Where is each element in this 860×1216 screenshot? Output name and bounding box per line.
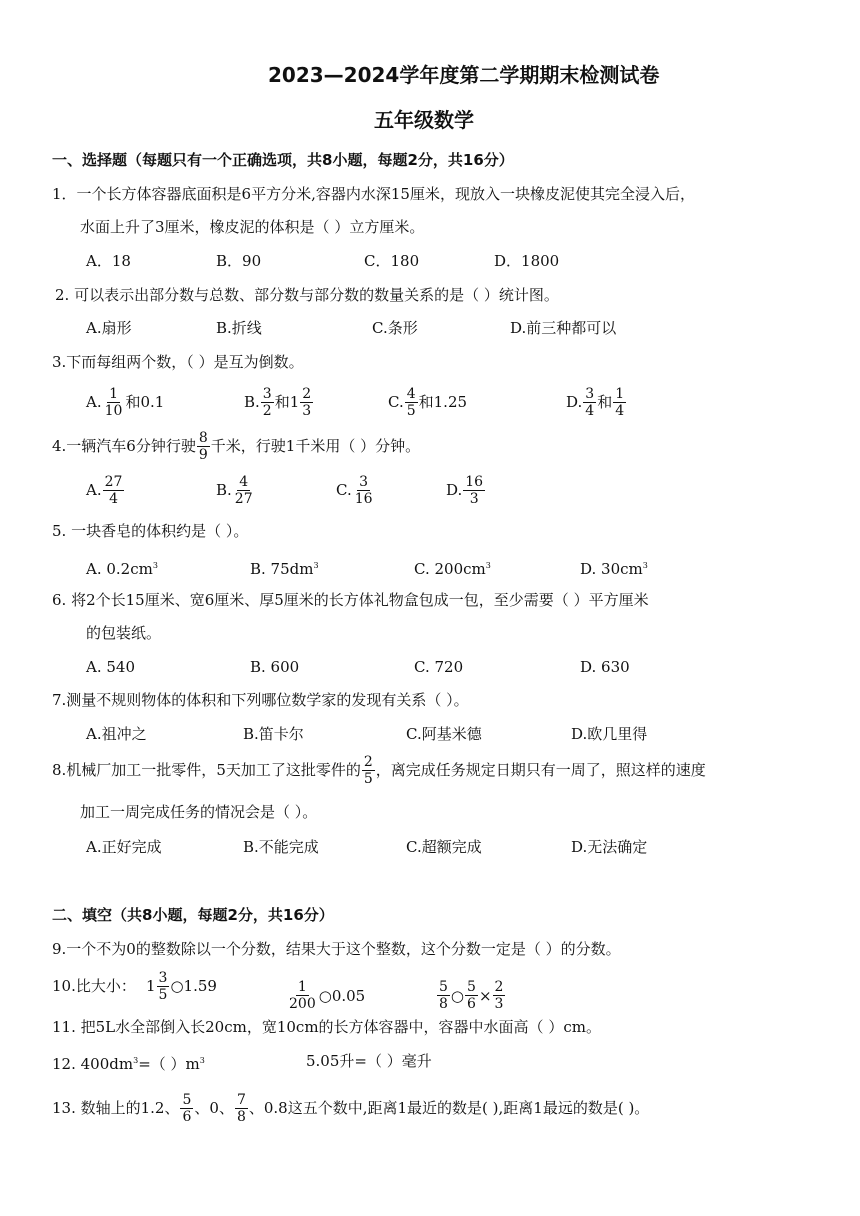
question-2: 2. 可以表示出部分数与总数、部分数与部分数的数量关系的是（ ）统计图。 bbox=[55, 286, 559, 304]
option-text: 和1 bbox=[274, 393, 300, 411]
fraction: $\frac{1}{200}$ bbox=[289, 979, 316, 1012]
option-label: A. bbox=[86, 481, 102, 499]
question-8-line-1 bbox=[52, 752, 706, 788]
question-4 bbox=[52, 428, 420, 464]
q10-compare-3 bbox=[436, 968, 506, 1014]
q3-option-b bbox=[244, 384, 314, 420]
q4-option-d bbox=[446, 472, 486, 508]
q6-option-c: C. 720 bbox=[414, 658, 464, 676]
option-label: B. bbox=[244, 393, 260, 411]
q2-option-b: B.折线 bbox=[216, 319, 262, 337]
fraction: $\frac{4}{27}$ bbox=[234, 473, 253, 507]
q8-option-c: C.超额完成 bbox=[406, 838, 482, 856]
option-label: B. bbox=[216, 481, 232, 499]
q7-option-b: B.笛卡尔 bbox=[243, 725, 304, 743]
question-5: 5. 一块香皂的体积约是（ ）。 bbox=[52, 522, 249, 540]
times-sign: × bbox=[478, 986, 492, 1005]
question-1-line-2: 水面上升了3厘米，橡皮泥的体积是（ ）立方厘米。 bbox=[80, 218, 425, 236]
q8-option-b: B.不能完成 bbox=[243, 838, 319, 856]
q8-option-a: A.正好完成 bbox=[86, 838, 162, 856]
question-1-line-1: 1．一个长方体容器底面积是6平方分米,容器内水深15厘米，现放入一块橡皮泥使其完全浸入后， bbox=[52, 185, 695, 203]
question-text: 10.比大小： bbox=[52, 977, 136, 995]
question-3: 3.下而每组两个数，（ ）是互为倒数。 bbox=[52, 353, 304, 371]
fraction: $\frac{1}{10}$ bbox=[104, 385, 123, 419]
fraction: $\frac{5}{6}$ bbox=[467, 979, 476, 1012]
fraction: $\frac{16}{3}$ bbox=[465, 473, 484, 507]
question-text: 、0、 bbox=[194, 1099, 234, 1117]
option-text: 和 bbox=[597, 393, 613, 411]
fraction: $\frac{2}{3}$ bbox=[302, 385, 312, 419]
fraction: $\frac{3}{4}$ bbox=[585, 385, 595, 419]
section-heading-fill: 二、填空（共8小题，每题2分，共16分） bbox=[52, 906, 334, 924]
question-8-line-2: 加工一周完成任务的情况会是（ ）。 bbox=[80, 803, 318, 821]
question-12-part-1: 12. $400dm^3=$（ ）$m^3$ bbox=[52, 1055, 205, 1073]
question-text: 13. 数轴上的1.2、 bbox=[52, 1099, 180, 1117]
option-label: C. bbox=[388, 393, 404, 411]
q7-option-c: C.阿基米德 bbox=[406, 725, 482, 743]
q10-compare-1 bbox=[146, 968, 217, 1004]
q2-option-c: C.条形 bbox=[372, 319, 418, 337]
option-label: D. bbox=[446, 481, 463, 499]
fraction: $\frac{8}{9}$ bbox=[198, 429, 208, 463]
q1-option-d: D．1800 bbox=[494, 252, 560, 270]
q6-option-a: A. 540 bbox=[86, 658, 135, 676]
whole-number: 1 bbox=[146, 977, 156, 995]
question-7: 7.测量不规则物体的体积和下列哪位数学家的发现有关系（ ）。 bbox=[52, 691, 469, 709]
q4-option-c bbox=[336, 472, 376, 508]
question-text: 4.一辆汽车6分钟行驶 bbox=[52, 437, 196, 455]
question-6-line-1: 6. 将2个长15厘米、宽6厘米、厚5厘米的长方体礼物盒包成一包，至少需要（ ）平方厘米 bbox=[52, 591, 649, 609]
question-text: 、0.8这五个数中,距离1最近的数是( ),距离1最远的数是( )。 bbox=[248, 1099, 650, 1117]
fraction: $\frac{3}{16}$ bbox=[354, 473, 373, 507]
fraction: $\frac{27}{4}$ bbox=[104, 473, 123, 507]
section-heading-choice: 一、选择题（每题只有一个正确选项，共8小题，每题2分，共16分） bbox=[52, 151, 514, 169]
fraction: $\frac{2}{3}$ bbox=[494, 979, 504, 1012]
q3-option-d bbox=[566, 384, 627, 420]
q6-option-b: B. 600 bbox=[250, 658, 300, 676]
compare-text: ○0.05 bbox=[318, 986, 366, 1005]
question-text: ，离完成任务规定日期只有一周了，照这样的速度 bbox=[375, 761, 706, 779]
fraction: $\frac{5}{8}$ bbox=[439, 979, 448, 1012]
fraction: $\frac{2}{5}$ bbox=[363, 753, 373, 787]
question-11: 11. 把5L水全部倒入长20cm，宽10cm的长方体容器中，容器中水面高（ ）cm。 bbox=[52, 1018, 601, 1036]
q1-option-c: C．180 bbox=[364, 252, 420, 270]
q5-option-d: D. $30cm^3$ bbox=[580, 560, 648, 578]
fraction: $\frac{1}{4}$ bbox=[615, 385, 625, 419]
fraction: $\frac{7}{8}$ bbox=[236, 1091, 246, 1125]
question-10 bbox=[52, 968, 136, 1004]
q1-option-b: B．90 bbox=[216, 252, 262, 270]
exam-title: 2023—2024学年度第二学期期末检测试卷 bbox=[268, 63, 660, 87]
question-12-part-2: 5.05升=（ ）毫升 bbox=[306, 1052, 432, 1070]
q5-option-a: A. $0.2cm^3$ bbox=[86, 560, 158, 578]
q3-option-c bbox=[388, 384, 467, 420]
q6-option-d: D. 630 bbox=[580, 658, 630, 676]
q3-option-a bbox=[86, 384, 164, 420]
q1-option-a: A．18 bbox=[86, 252, 131, 270]
fraction: $\frac{5}{6}$ bbox=[182, 1091, 192, 1125]
compare-text: ○1.59 bbox=[170, 977, 217, 995]
q4-option-b bbox=[216, 472, 256, 508]
compare-circle: ○ bbox=[450, 986, 465, 1005]
q7-option-a: A.祖冲之 bbox=[86, 725, 147, 743]
question-text: 千米，行驶1千米用（ ）分钟。 bbox=[210, 437, 421, 455]
exam-subtitle: 五年级数学 bbox=[374, 108, 474, 132]
q8-option-d: D.无法确定 bbox=[571, 838, 648, 856]
question-text: 8.机械厂加工一批零件，5天加工了这批零件的 bbox=[52, 761, 361, 779]
q2-option-d: D.前三种都可以 bbox=[510, 319, 617, 337]
option-label: C. bbox=[336, 481, 352, 499]
q2-option-a: A.扇形 bbox=[86, 319, 132, 337]
question-6-line-2: 的包装纸。 bbox=[86, 624, 162, 642]
fraction: $\frac{4}{5}$ bbox=[406, 385, 416, 419]
q5-option-b: B. $75dm^3$ bbox=[250, 560, 319, 578]
option-text: 和0.1 bbox=[125, 393, 165, 411]
option-label: A. bbox=[86, 393, 102, 411]
q4-option-a bbox=[86, 472, 125, 508]
q7-option-d: D.欧几里得 bbox=[571, 725, 648, 743]
option-text: 和1.25 bbox=[418, 393, 468, 411]
q5-option-c: C. $200cm^3$ bbox=[414, 560, 491, 578]
question-9: 9.一个不为0的整数除以一个分数，结果大于这个整数，这个分数一定是（ ）的分数。 bbox=[52, 940, 621, 958]
question-13 bbox=[52, 1090, 649, 1126]
q10-compare-2 bbox=[286, 968, 365, 1014]
option-label: D. bbox=[566, 393, 583, 411]
fraction: $\frac{3}{2}$ bbox=[262, 385, 272, 419]
fraction: $\frac{3}{5}$ bbox=[158, 969, 168, 1003]
